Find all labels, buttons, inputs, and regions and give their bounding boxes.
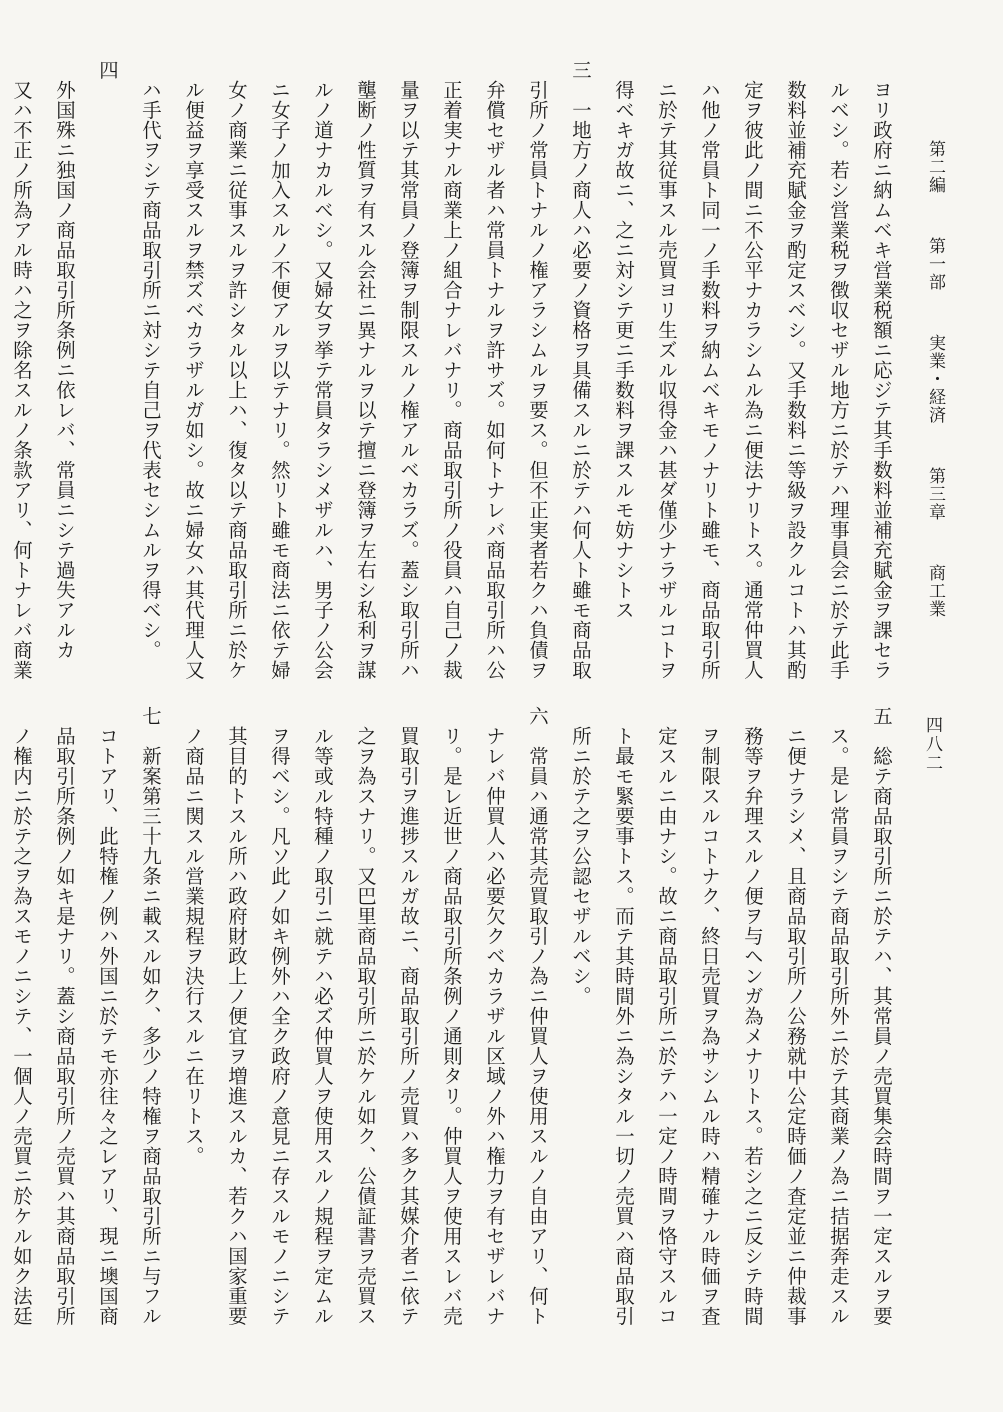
text-column: 数料並補充賦金ヲ酌定スベシ。又手数料ニ等級ヲ設クルコトハ其酌 bbox=[784, 80, 807, 681]
text-column: ニ女子ノ加入スルノ不便アルヲ以テナリ。然リト雖モ商法ニ依テ婦 bbox=[268, 80, 291, 681]
text-column: 其目的トスル所ハ政府財政上ノ便宜ヲ増進スルカ、若クハ国家重要 bbox=[225, 726, 248, 1327]
text-column: ルノ道ナカルベシ。又婦女ヲ挙テ常員タラシメザルハ、男子ノ公会 bbox=[311, 80, 334, 681]
text-column: 六 常員ハ通常其売買取引ノ為ニ仲買人ヲ使用スルノ自由アリ、何ト bbox=[526, 706, 549, 1326]
text-column: 外国殊ニ独国ノ商品取引所条例ニ依レバ、常員ニシテ過失アルカ bbox=[53, 80, 76, 661]
text-column: ニ便ナラシメ、且商品取引所ノ公務就中公定時価ノ査定並ニ仲裁事 bbox=[784, 726, 807, 1327]
text-column: 引所ノ常員トナルノ権アラシムルヲ要ス。但不正実者若クハ負債ヲ bbox=[526, 80, 549, 681]
text-column: 三 一地方ノ商人ハ必要ノ資格ヲ具備スルニ於テハ何人ト雖モ商品取 bbox=[569, 60, 592, 680]
text-column: 品取引所条例ノ如キ是ナリ。蓋シ商品取引所ノ売買ハ其商品取引所 bbox=[53, 726, 76, 1327]
text-column: 弁償セザル者ハ常員トナルヲ許サズ。如何トナレバ商品取引所ハ公 bbox=[483, 80, 506, 681]
text-column: 正着実ナル商業上ノ組合ナレバナリ。商品取引所ノ役員ハ自己ノ裁 bbox=[440, 80, 463, 681]
text-column: ノ権内ニ於テ之ヲ為スモノニシテ、一個人ノ売買ニ於ケル如ク法廷 bbox=[10, 726, 33, 1327]
text-column: 所ニ於テ之ヲ公認セザルベシ。 bbox=[569, 726, 592, 1007]
text-column: 五 総テ商品取引所ニ於テハ、其常員ノ売買集会時間ヲ一定スルヲ要 bbox=[870, 706, 893, 1326]
text-column: 買取引ヲ進捗スルガ故ニ、商品取引所ノ売買ハ多ク其媒介者ニ依テ bbox=[397, 726, 420, 1327]
header-chapter: 第三章 bbox=[925, 467, 945, 521]
text-column: ニ於テ其従事スル売買ヨリ生ズル収得金ハ甚ダ僅少ナラザルコトヲ bbox=[655, 80, 678, 681]
text-column: ルベシ。若シ営業税ヲ徴収セザル地方ニ於テハ理事員会ニ於テ此手 bbox=[827, 80, 850, 681]
text-column: 之ヲ為スナリ。又巴里商品取引所ニ於ケル如ク、公債証書ヲ売買ス bbox=[354, 726, 377, 1327]
text-column: 務等ヲ弁理スルノ便ヲ与ヘンガ為メナリトス。若シ之ニ反シテ時間 bbox=[741, 726, 764, 1327]
text-column: ハ他ノ常員ト同一ノ手数料ヲ納ムベキモノナリト雖モ、商品取引所 bbox=[698, 80, 721, 681]
text-column: 壟断ノ性質ヲ有スル会社ニ異ナルヲ以テ擅ニ登簿ヲ左右シ私利ヲ謀 bbox=[354, 80, 377, 681]
text-column: ト最モ緊要事トス。而テ其時間外ニ為シタル一切ノ売買ハ商品取引 bbox=[612, 726, 635, 1327]
text-column: ヲ得ベシ。凡ソ此ノ如キ例外ハ全ク政府ノ意見ニ存スルモノニシテ bbox=[268, 726, 291, 1327]
text-column: ノ商品ニ関スル営業規程ヲ決行スルニ在リトス。 bbox=[182, 726, 205, 1167]
text-column: 七 新案第三十九条ニ載スル如ク、多少ノ特権ヲ商品取引所ニ与フル bbox=[139, 706, 162, 1326]
lower-text-block bbox=[10, 706, 903, 1336]
text-column: ヨリ政府ニ納ムベキ営業税額ニ応ジテ其手数料並補充賦金ヲ課セラ bbox=[870, 80, 893, 681]
text-column: ヲ制限スルコトナク、終日売買ヲ為サシムル時ハ精確ナル時価ヲ査 bbox=[698, 726, 721, 1327]
text-column: 量ヲ以テ其常員ノ登簿ヲ制限スルノ権アルベカラズ。蓋シ取引所ハ bbox=[397, 80, 420, 681]
page-number: 四八二 bbox=[922, 716, 942, 773]
text-column: 定ヲ彼此ノ間ニ不公平ナカラシムル為ニ便法ナリトス。通常仲買人 bbox=[741, 80, 764, 681]
header-chapter-title: 商工業 bbox=[925, 564, 945, 618]
header-section: 第一部 bbox=[925, 237, 945, 291]
text-column: ハ手代ヲシテ商品取引所ニ対シテ自己ヲ代表セシムルヲ得ベシ。 bbox=[139, 80, 162, 661]
text-column: ナレバ仲買人ハ必要欠クベカラザル区域ノ外ハ権力ヲ有セザレバナ bbox=[483, 726, 506, 1327]
text-column: 四 bbox=[96, 60, 119, 80]
text-column: 定スルニ由ナシ。故ニ商品取引所ニ於テハ一定ノ時間ヲ恪守スルコ bbox=[655, 726, 678, 1327]
running-header bbox=[925, 140, 945, 618]
header-subject: 実業・経済 bbox=[925, 334, 945, 424]
text-column: ス。是レ常員ヲシテ商品取引所外ニ於テ其商業ノ為ニ拮据奔走スル bbox=[827, 726, 850, 1327]
text-column: ル等或ル特種ノ取引ニ就テハ必ズ仲買人ヲ使用スルノ規程ヲ定ムル bbox=[311, 726, 334, 1327]
upper-text-block bbox=[10, 60, 903, 681]
text-column: リ。是レ近世ノ商品取引所条例ノ通則タリ。仲買人ヲ使用スレバ売 bbox=[440, 726, 463, 1327]
header-part: 第二編 bbox=[925, 140, 945, 194]
text-column: コトアリ、此特権ノ例ハ外国ニ於テモ亦往々之レアリ、現ニ墺国商 bbox=[96, 726, 119, 1327]
text-column: 得ベキガ故ニ、之ニ対シテ更ニ手数料ヲ課スルモ妨ナシトス bbox=[612, 80, 635, 621]
text-column: 女ノ商業ニ従事スルヲ許シタル以上ハ、復タ以テ商品取引所ニ於ケ bbox=[225, 80, 248, 681]
text-column: 又ハ不正ノ所為アル時ハ之ヲ除名スルノ条款アリ、何トナレバ商業 bbox=[10, 80, 33, 681]
text-column: ル便益ヲ享受スルヲ禁ズベカラザルガ如シ。故ニ婦女ハ其代理人又 bbox=[182, 80, 205, 681]
